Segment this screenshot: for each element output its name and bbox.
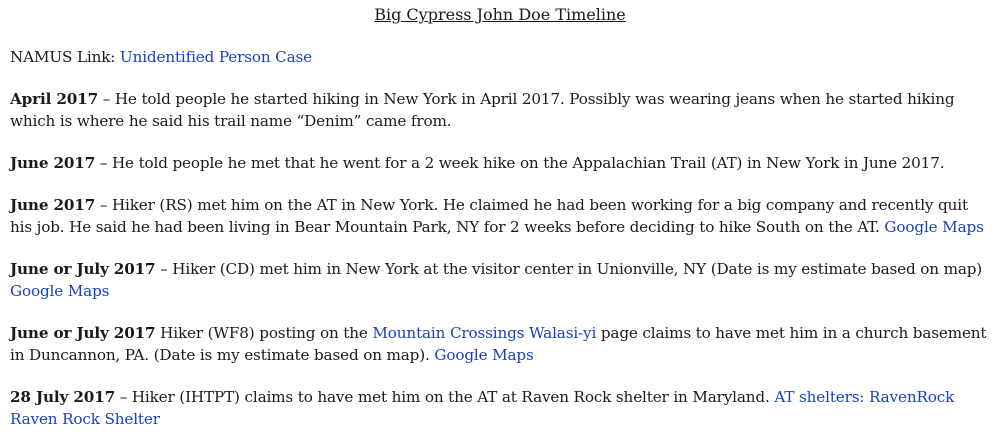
entry-date: April 2017 xyxy=(10,90,99,108)
entry-date: June or July 2017 xyxy=(10,324,156,342)
google-maps-link[interactable]: Google Maps xyxy=(884,218,984,236)
namus-case-link[interactable]: Unidentified Person Case xyxy=(119,48,313,66)
entry-separator: – xyxy=(95,196,112,214)
entry-separator: – xyxy=(155,260,173,278)
google-maps-link[interactable]: Google Maps xyxy=(434,346,534,364)
entry-date: 28 July 2017 xyxy=(10,388,116,406)
entry-date: June 2017 xyxy=(10,154,96,172)
entry-separator: – xyxy=(98,90,115,108)
entry-text: Hiker (RS) met him on the AT in New York. He claimed he had been working for a big company and recently quit his job. He said he had been living in Bear Mountain Park, NY for 2 weeks before deciding to hike South on the AT. xyxy=(10,196,968,236)
entry-separator: – xyxy=(115,388,132,406)
timeline-entry-june-2017-a xyxy=(10,152,990,174)
timeline-entry-june-july-2017-a xyxy=(10,258,990,302)
timeline-entry-28-july-2017 xyxy=(10,386,990,430)
namus-label: NAMUS Link: xyxy=(10,48,120,66)
entry-text-before: Hiker (WF8) posting on the xyxy=(160,324,373,342)
raven-rock-shelter-link[interactable]: Raven Rock Shelter xyxy=(10,410,160,428)
timeline-entry-june-july-2017-b xyxy=(10,322,990,366)
timeline-entry-june-2017-b xyxy=(10,194,990,238)
namus-paragraph xyxy=(10,46,990,68)
entry-text: He told people he started hiking in New York in April 2017. Possibly was wearing jeans when he started hiking which is where he said his trail name “Denim” came from. xyxy=(10,90,955,130)
entry-text-after: page claims to have met him in a church basement in Duncannon, PA. (Date is my estimate based on map). xyxy=(10,324,987,364)
timeline-entry-april-2017 xyxy=(10,88,990,132)
entry-separator: – xyxy=(95,154,112,172)
entry-date: June or July 2017 xyxy=(10,260,156,278)
entry-date: June 2017 xyxy=(10,196,96,214)
at-shelters-ravenrock-link[interactable]: AT shelters: RavenRock xyxy=(774,388,955,406)
entry-text: Hiker (IHTPT) claims to have met him on the AT at Raven Rock shelter in Maryland. xyxy=(131,388,775,406)
google-maps-link[interactable]: Google Maps xyxy=(10,282,110,300)
page-title: Big Cypress John Doe Timeline xyxy=(374,5,626,24)
entry-text: He told people he met that he went for a 2 week hike on the Appalachian Trail (AT) in New York in June 2017. xyxy=(111,154,945,172)
entry-text: Hiker (CD) met him in New York at the visitor center in Unionville, NY (Date is my estimate based on map) xyxy=(172,260,983,278)
mountain-crossings-link[interactable]: Mountain Crossings Walasi-yi xyxy=(372,324,597,342)
